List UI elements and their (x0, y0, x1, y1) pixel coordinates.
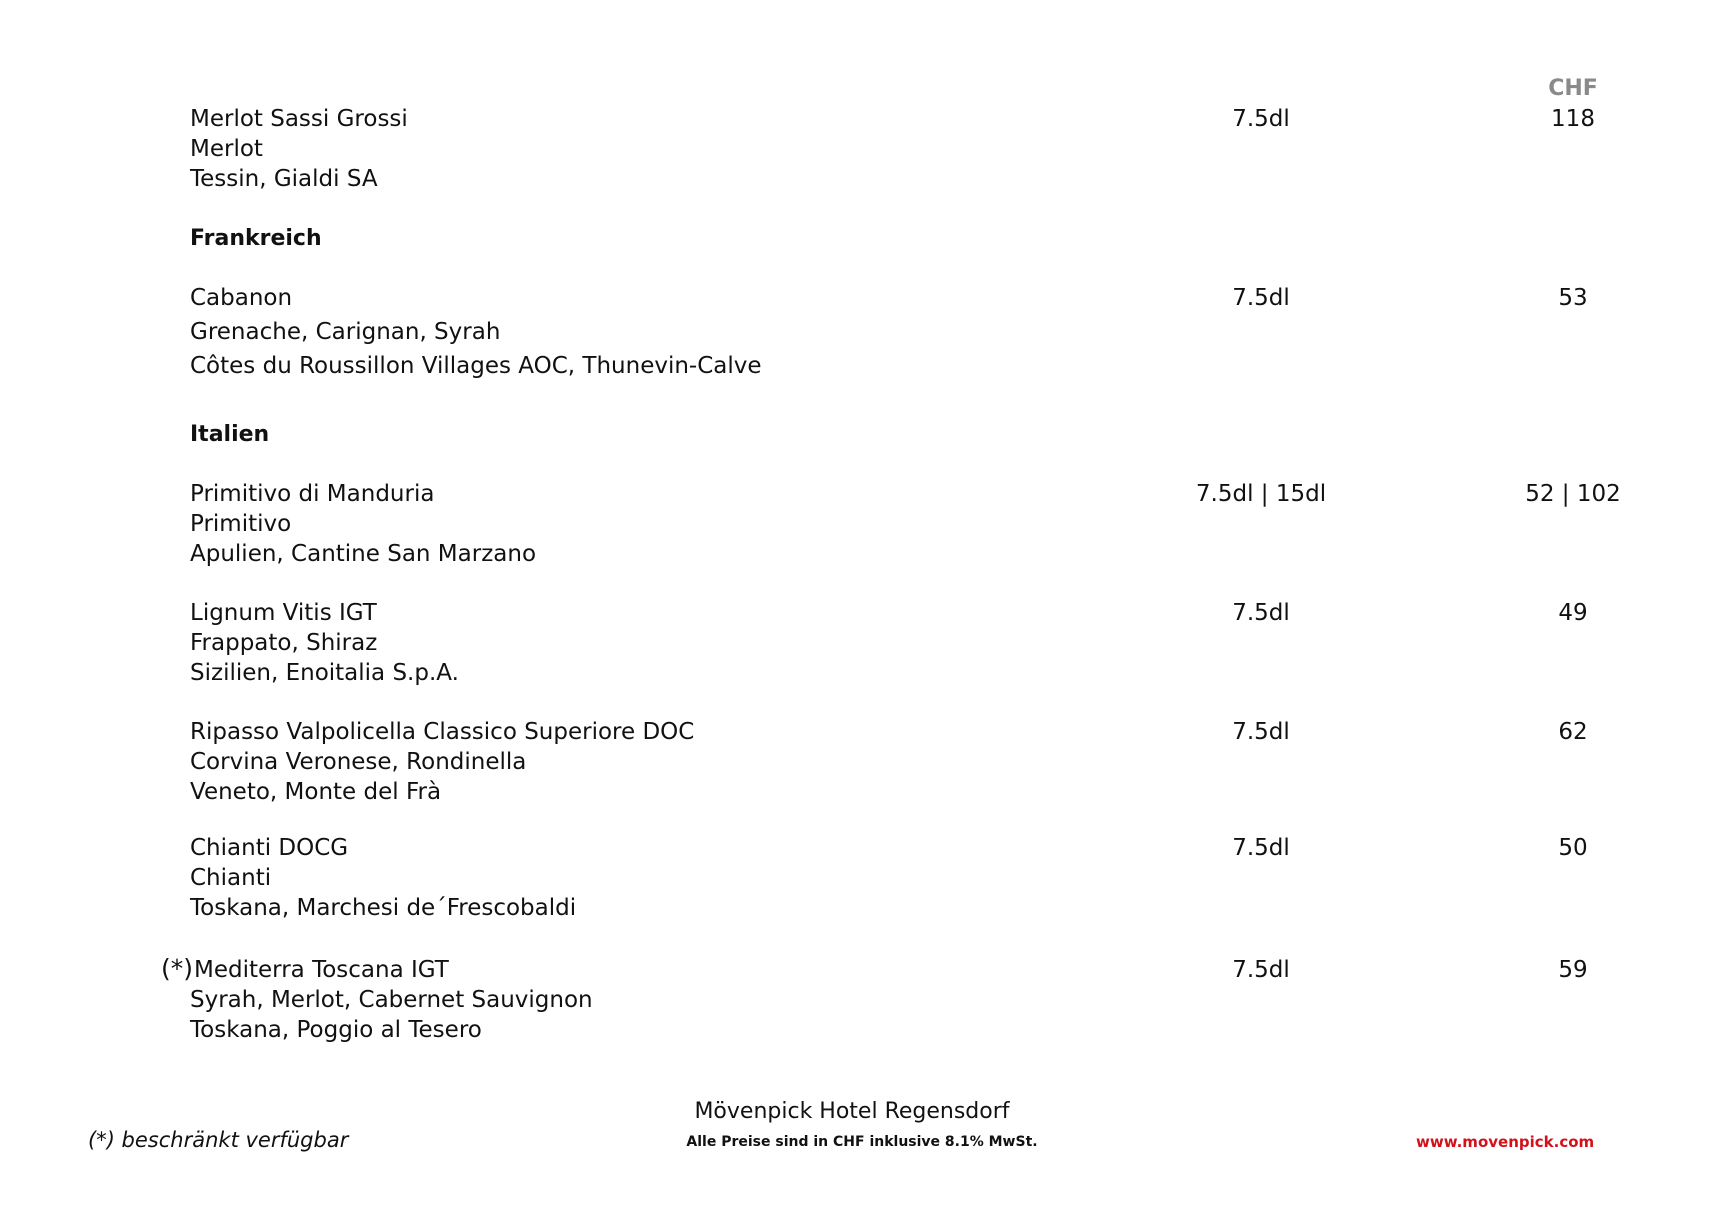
wine-name: Chianti DOCG (190, 835, 349, 861)
wine-price: 49 (1558, 600, 1588, 626)
wine-volume: 7.5dl (1232, 600, 1290, 626)
wine-name: Ripasso Valpolicella Classico Superiore DOC (190, 719, 695, 745)
wine-region: Côtes du Roussillon Villages AOC, Thunevin-Calve (190, 353, 762, 379)
website-link[interactable]: www.movenpick.com (1416, 1133, 1595, 1151)
section-heading-italien: Italien (190, 422, 270, 447)
currency-header: CHF (1548, 76, 1598, 101)
wine-name: Mediterra Toscana IGT (194, 957, 449, 983)
footnote-limited-availability: (*) beschränkt verfügbar (88, 1128, 349, 1152)
wine-grapes: Primitivo (190, 511, 292, 537)
wine-volume: 7.5dl | 15dl (1195, 481, 1327, 507)
wine-volume: 7.5dl (1232, 285, 1290, 311)
wine-volume: 7.5dl (1232, 719, 1290, 745)
wine-region: Tessin, Gialdi SA (190, 166, 378, 192)
price-disclaimer: Alle Preise sind in CHF inklusive 8.1% MwSt. (686, 1134, 1038, 1150)
wine-volume: 7.5dl (1232, 835, 1290, 861)
wine-region: Toskana, Poggio al Tesero (190, 1017, 482, 1043)
wine-grapes: Grenache, Carignan, Syrah (190, 319, 501, 345)
wine-volume: 7.5dl (1232, 106, 1290, 132)
wine-name: Primitivo di Manduria (190, 481, 435, 507)
section-heading-frankreich: Frankreich (190, 226, 322, 251)
wine-price: 53 (1558, 285, 1588, 311)
wine-name: Merlot Sassi Grossi (190, 106, 408, 132)
wine-region: Sizilien, Enoitalia S.p.A. (190, 660, 459, 686)
wine-price: 52 | 102 (1525, 481, 1621, 507)
wine-volume: 7.5dl (1232, 957, 1290, 983)
wine-grapes: Frappato, Shiraz (190, 630, 378, 656)
wine-price: 62 (1558, 719, 1588, 745)
wine-grapes: Merlot (190, 136, 263, 162)
wine-region: Veneto, Monte del Frà (190, 779, 442, 805)
wine-grapes: Chianti (190, 865, 272, 891)
wine-price: 118 (1551, 106, 1595, 132)
limited-availability-mark: (*) (161, 954, 194, 983)
wine-grapes: Corvina Veronese, Rondinella (190, 749, 527, 775)
hotel-name: Mövenpick Hotel Regensdorf (694, 1099, 1010, 1124)
wine-region: Apulien, Cantine San Marzano (190, 541, 537, 567)
wine-name: Cabanon (190, 285, 293, 311)
wine-price: 59 (1558, 957, 1588, 983)
wine-grapes: Syrah, Merlot, Cabernet Sauvignon (190, 987, 593, 1013)
wine-price: 50 (1558, 835, 1588, 861)
wine-name: Lignum Vitis IGT (190, 600, 377, 626)
wine-region: Toskana, Marchesi de´Frescobaldi (190, 895, 577, 921)
